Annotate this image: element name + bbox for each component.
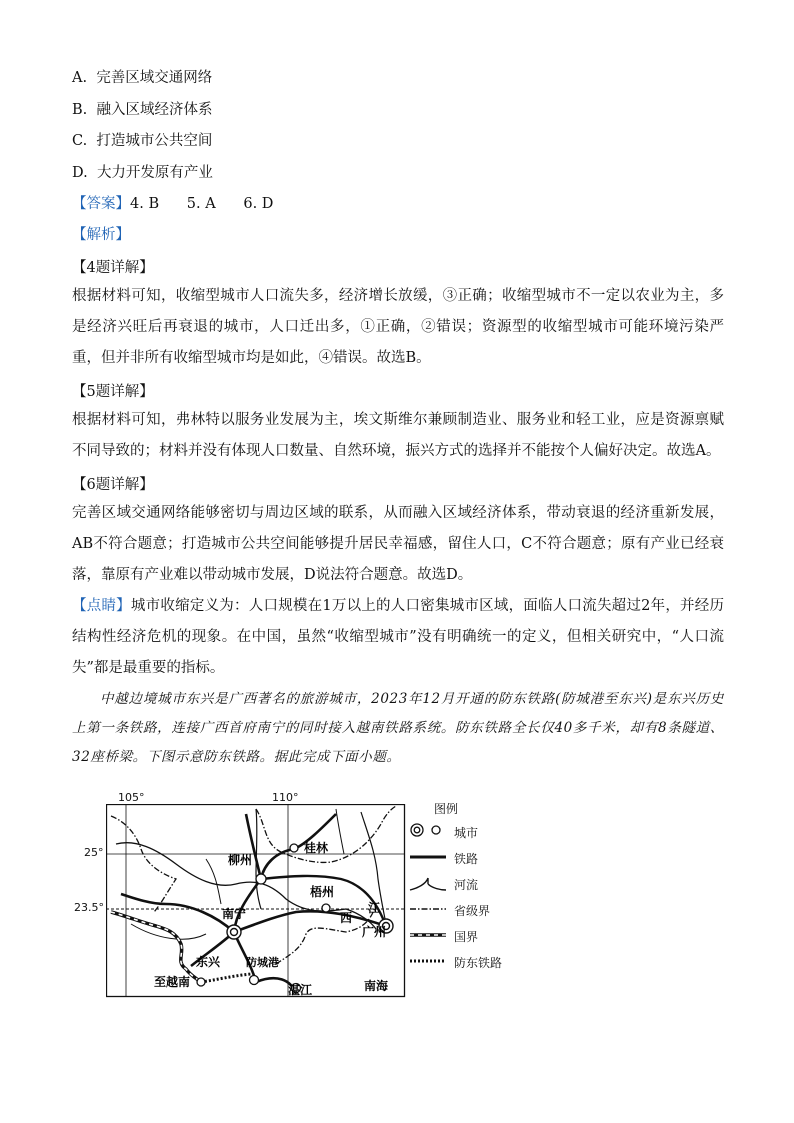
note-tag: 【点睛】 [72, 598, 131, 614]
city-nanning-inner [231, 929, 238, 936]
option-c: C. 打造城市公共空间 [72, 133, 213, 149]
lat-label-23-5: 23.5° [74, 901, 104, 914]
label-dongxing: 东兴 [196, 955, 221, 969]
label-nanning: 南宁 [222, 907, 247, 921]
city-guilin [290, 844, 298, 852]
label-jiang: 江 [368, 901, 381, 915]
q5-body: 根据材料可知，弗林特以服务业发展为主，埃文斯维尔兼顾制造业、服务业和轻工业，应是资源禀赋不同导致的；材料并没有体现人口数量、自然环境，振兴方式的选择并不能按个人偏好决定。故选A。 [72, 412, 724, 459]
label-guilin: 桂林 [304, 841, 329, 855]
q4-heading: 【4题详解】 [72, 260, 154, 276]
q4-body: 根据材料可知，收缩型城市人口流失多，经济增长放缓，③正确；收缩型城市不一定以农业为主，多是经济兴旺后再衰退的城市，人口迁出多，①正确，②错误；资源型的收缩型城市可能环境污染严重，但并非所有收缩型城市均是如此，④错误。故选B。 [72, 288, 724, 366]
q6-heading: 【6题详解】 [72, 477, 154, 493]
label-to-vietnam: 至越南 [154, 975, 191, 989]
q6-body: 完善区域交通网络能够密切与周边区域的联系，从而融入区域经济体系，带动衰退的经济重新发展，AB不符合题意；打造城市公共空间能够提升居民幸福感，留住人口，C不符合题意；原有产业已经衰落，靠原有产业难以带动城市发展，D说法符合题意。故选D。 [72, 505, 724, 583]
option-d: D. 大力开发原有产业 [72, 165, 213, 181]
q5-heading: 【5题详解】 [72, 384, 154, 400]
option-b: B. 融入区域经济体系 [72, 102, 213, 118]
analysis-tag: 【解析】 [72, 227, 130, 243]
legend-title: 图例 [434, 802, 459, 816]
label-zhanjiang: 湛江 [288, 983, 313, 997]
label-liuzhou: 柳州 [228, 853, 253, 867]
label-nanhai: 南海 [364, 979, 389, 993]
label-guangzhou: 广州 [362, 925, 387, 939]
city-dongxing [197, 978, 205, 986]
city-wuzhou [322, 904, 330, 912]
lon-label-105: 105° [118, 791, 145, 804]
option-a: A. 完善区域交通网络 [72, 70, 213, 86]
label-xi: 西 [340, 911, 353, 925]
answer-tag: 【答案】 [72, 196, 130, 212]
city-liuzhou [256, 874, 266, 884]
passage-text: 中越边境城市东兴是广西著名的旅游城市，2023年12月开通的防东铁路(防城港至东兴)是东兴历史上第一条铁路，连接广西首府南宁的同时接入越南铁路系统。防东铁路全长仅40多千米，却有8条隧道、32座桥梁。下图示意防东铁路。据此完成下面小题。 [72, 691, 724, 765]
lon-label-110: 110° [272, 791, 299, 804]
label-wuzhou: 梧州 [310, 885, 335, 899]
railway-map [106, 804, 406, 998]
note-paragraph: 【点睛】城市收缩定义为：人口规模在1万以上的人口密集城市区域，面临人口流失超过2年，并经历结构性经济危机的现象。在中国，虽然“收缩型城市”没有明确统一的定义，但相关研究中，“人口流失”都是最重要的指标。 [72, 598, 725, 676]
label-fangchenggang: 防城港 [246, 956, 279, 969]
answer-line: 【答案】4. B 5. A 6. D [72, 196, 274, 212]
city-fangchenggang [250, 976, 259, 985]
lat-label-25: 25° [84, 846, 104, 859]
